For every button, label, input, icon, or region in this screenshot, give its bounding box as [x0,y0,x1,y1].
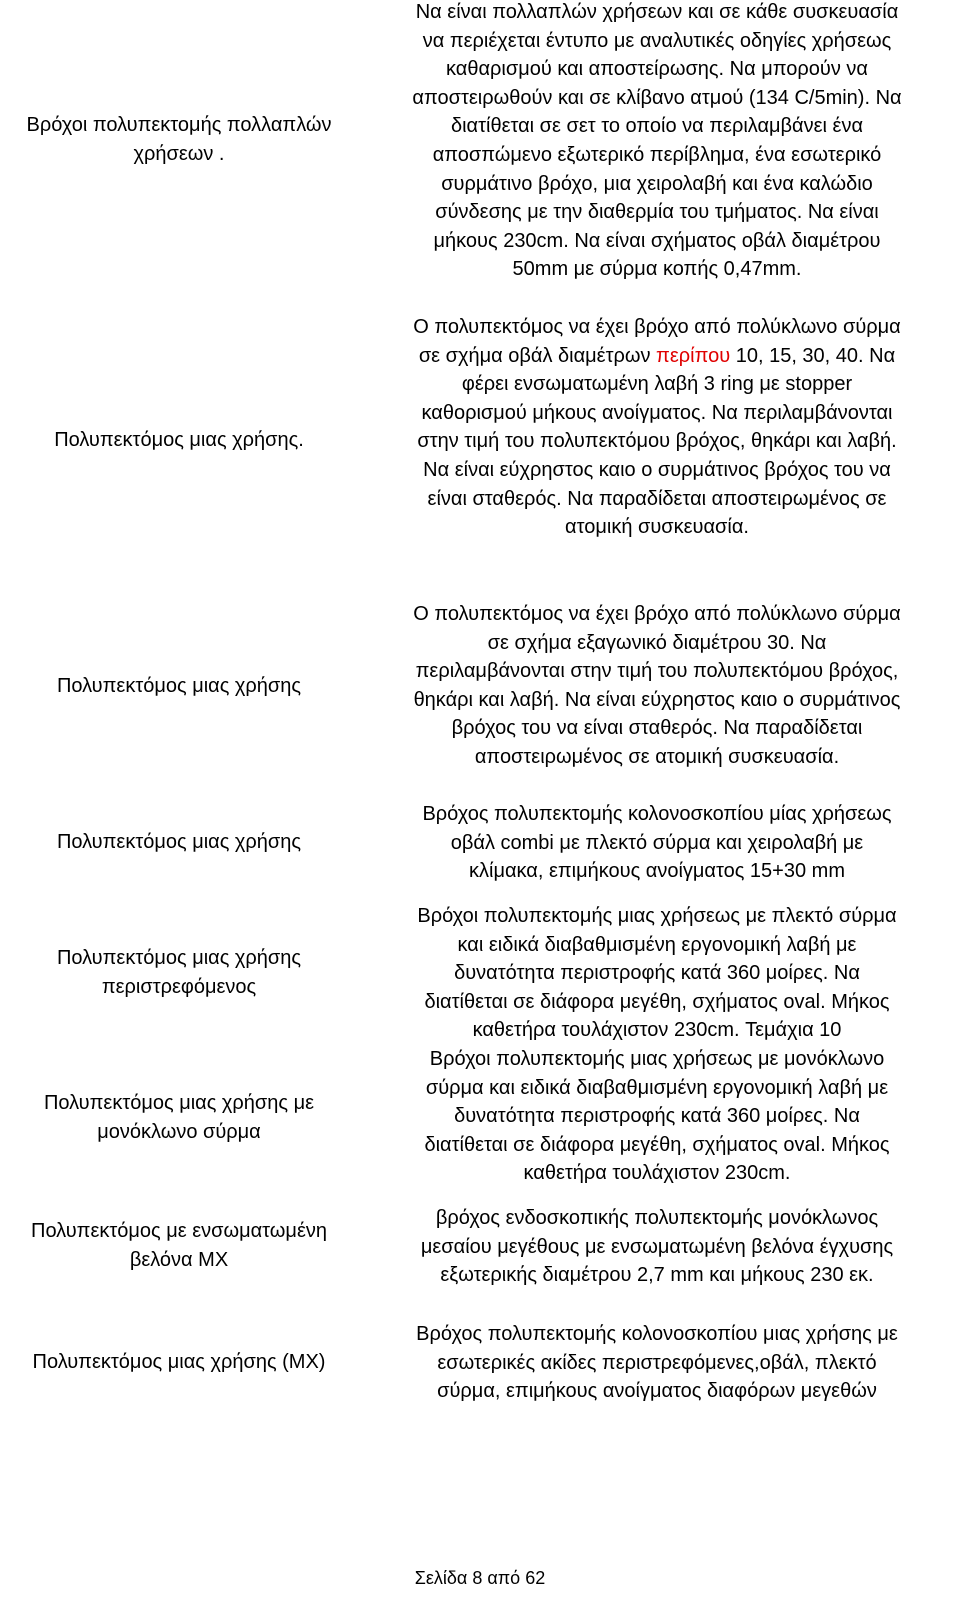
description-line: σύνδεσης με την διαθερμία του τμήματος. Να είναι [435,201,879,224]
description-line: καθαρισμού και αποστείρωσης. Να μπορούν να [446,58,868,81]
description-line: βρόχος του να είναι σταθερός. Να παραδίδεται [451,717,863,740]
product-name-line: βελόνα ΜΧ [129,1248,229,1271]
product-name-line: μονόκλωνο σύρμα [97,1120,261,1143]
product-name-needle-snare [0,1217,358,1274]
description-line: δυνατότητα περιστροφής κατά 360 μοίρες. Να [454,1105,860,1128]
product-name-combi-snare [0,828,358,857]
description-line: σύρμα, επιμήκους ανοίγματος διαφόρων μεγεθών [437,1380,877,1403]
product-name-line: Πολυπεκτόμος με ενσωματωμένη [31,1220,327,1242]
product-description-hexagonal-snare [372,600,942,772]
product-description-single-use-polypectomy [372,313,942,542]
product-description-needle-snare [372,1204,942,1290]
description-line: καθορισμού μήκους ανοίγματος. Να περιλαμβάνονται [421,401,893,424]
description-line: αποσπώμενο εξωτερικό περίβλημα, ένα εσωτερικό [432,143,882,166]
description-line: ατομική συσκευασία. [565,516,749,539]
description-line: Βρόχος πολυπεκτομής κολονοσκοπίου μίας χρήσεως [422,803,892,825]
description-line: μεσαίου μεγέθους με ενσωματωμένη βελόνα έγχυσης [420,1235,894,1258]
description-line: στην τιμή του πολυπεκτόμου βρόχος, θηκάρι και λαβή. [417,430,897,453]
description-line: συρμάτινο βρόχο, μια χειρολαβή και ένα καλώδιο [441,172,873,195]
product-name-line: Βρόχοι πολυπεκτομής πολλαπλών [26,114,332,136]
product-name-monofilament-snare [0,1089,358,1146]
description-line: περιλαμβάνονται στην τιμή του πολυπεκτόμου βρόχος, [415,660,899,683]
description-line: διατίθεται σε σετ το οποίο να περιλαμβάνει ένα [450,115,864,138]
description-line: να περιέχεται έντυπο με αναλυτικές οδηγίες χρήσεως [422,29,892,52]
description-line: Βρόχοι πολυπεκτομής μιας χρήσεως με πλεκτό σύρμα [417,905,897,927]
description-line: Να είναι εύχρηστος καιο ο συρμάτινος βρόχος του να [423,458,891,481]
description-line: είναι σταθερός. Να παραδίδεται αποστειρωμένος σε [427,487,887,510]
description-line: αποστειρωμένος σε ατομική συσκευασία. [474,745,840,768]
description-line: 50mm με σύρμα κοπής 0,47mm. [512,258,802,281]
description-line: δυνατότητα περιστροφής κατά 360 μοίρες. Να [454,962,860,985]
description-line: Βρόχοι πολυπεκτομής μιας χρήσεως με μονόκλωνο [429,1048,885,1070]
page-number-footer: Σελίδα 8 από 62 [414,1568,546,1588]
product-name-line: Πολυπεκτόμος μιας χρήσης με [43,1092,315,1114]
description-line: εξωτερικής διαμέτρου 2,7 mm και μήκους 230 εκ. [440,1264,874,1287]
product-name-line: Πολυπεκτόμος μιας χρήσης [56,831,302,853]
description-line: κλίμακα, επιμήκους ανοίγματος 15+30 mm [469,860,845,883]
product-name-line: Πολυπεκτόμος μιας χρήσης [56,675,302,697]
product-description-reusable-snares [372,0,942,284]
description-line: θηκάρι και λαβή. Να είναι εύχρηστος καιο ο συρμάτινος [413,688,901,711]
product-name-reusable-snares [0,111,358,168]
description-text: 10, 15, 30, 40. Να [730,344,896,367]
description-text: σε σχήμα οβάλ διαμέτρων [418,344,657,367]
highlighted-word: περίπου [656,344,731,367]
description-line: Ο πολυπεκτόμος να έχει βρόχο από πολύκλωνο σύρμα [413,316,901,338]
description-line: οβάλ combi με πλεκτό σύρμα και χειρολαβή με [450,831,864,854]
description-line: εσωτερικές ακίδες περιστρεφόμενες,οβάλ, πλεκτό [437,1351,877,1374]
product-name-line: Πολυπεκτόμος μιας χρήσης. [54,429,304,451]
product-description-combi-snare [372,800,942,886]
description-line: καθετήρα τουλάχιστον 230cm. Τεμάχια 10 [472,1019,842,1042]
description-line: καθετήρα τουλάχιστον 230cm. [523,1162,791,1185]
product-description-rotating-snare [372,902,942,1045]
product-name-rotating-snare [0,944,358,1001]
description-line: Ο πολυπεκτόμος να έχει βρόχο από πολύκλωνο σύρμα [413,603,901,625]
description-line: σύρμα και ειδικά διαβαθμισμένη εργονομική λαβή με [425,1076,889,1099]
product-name-single-use-polypectomy [0,426,358,455]
description-line: διατίθεται σε διάφορα μεγέθη, σχήματος oval. Μήκος [424,1133,890,1156]
description-line: φέρει ενσωματωμένη λαβή 3 ring με stopper [461,373,853,396]
product-name-spiked-snare [0,1348,358,1377]
description-line: σε σχήμα εξαγωνικό διαμέτρου 30. Να [487,631,827,654]
product-name-line: Πολυπεκτόμος μιας χρήσης (ΜΧ) [32,1351,326,1373]
description-line: Να είναι πολλαπλών χρήσεων και σε κάθε συσκευασία [415,1,899,23]
product-name-line: χρήσεων . [133,142,225,165]
description-line: βρόχος ενδοσκοπικής πολυπεκτομής μονόκλωνος [435,1207,879,1229]
description-line [372,342,942,371]
product-name-hexagonal-snare [0,672,358,701]
product-name-line: Πολυπεκτόμος μιας χρήσης [56,947,302,969]
description-line: αποστειρωθούν και σε κλίβανο ατμού (134 C/5min). Να [412,86,902,109]
description-line: Βρόχος πολυπεκτομής κολονοσκοπίου μιας χρήσης με [416,1323,898,1345]
product-description-spiked-snare [372,1320,942,1406]
product-description-monofilament-snare [372,1045,942,1188]
product-name-line: περιστρεφόμενος [101,975,257,998]
description-line: διατίθεται σε διάφορα μεγέθη, σχήματος oval. Μήκος [424,990,890,1013]
description-line: και ειδικά διαβαθμισμένη εργονομική λαβή με [457,933,857,956]
description-line: μήκους 230cm. Να είναι σχήματος οβάλ διαμέτρου [433,229,881,252]
